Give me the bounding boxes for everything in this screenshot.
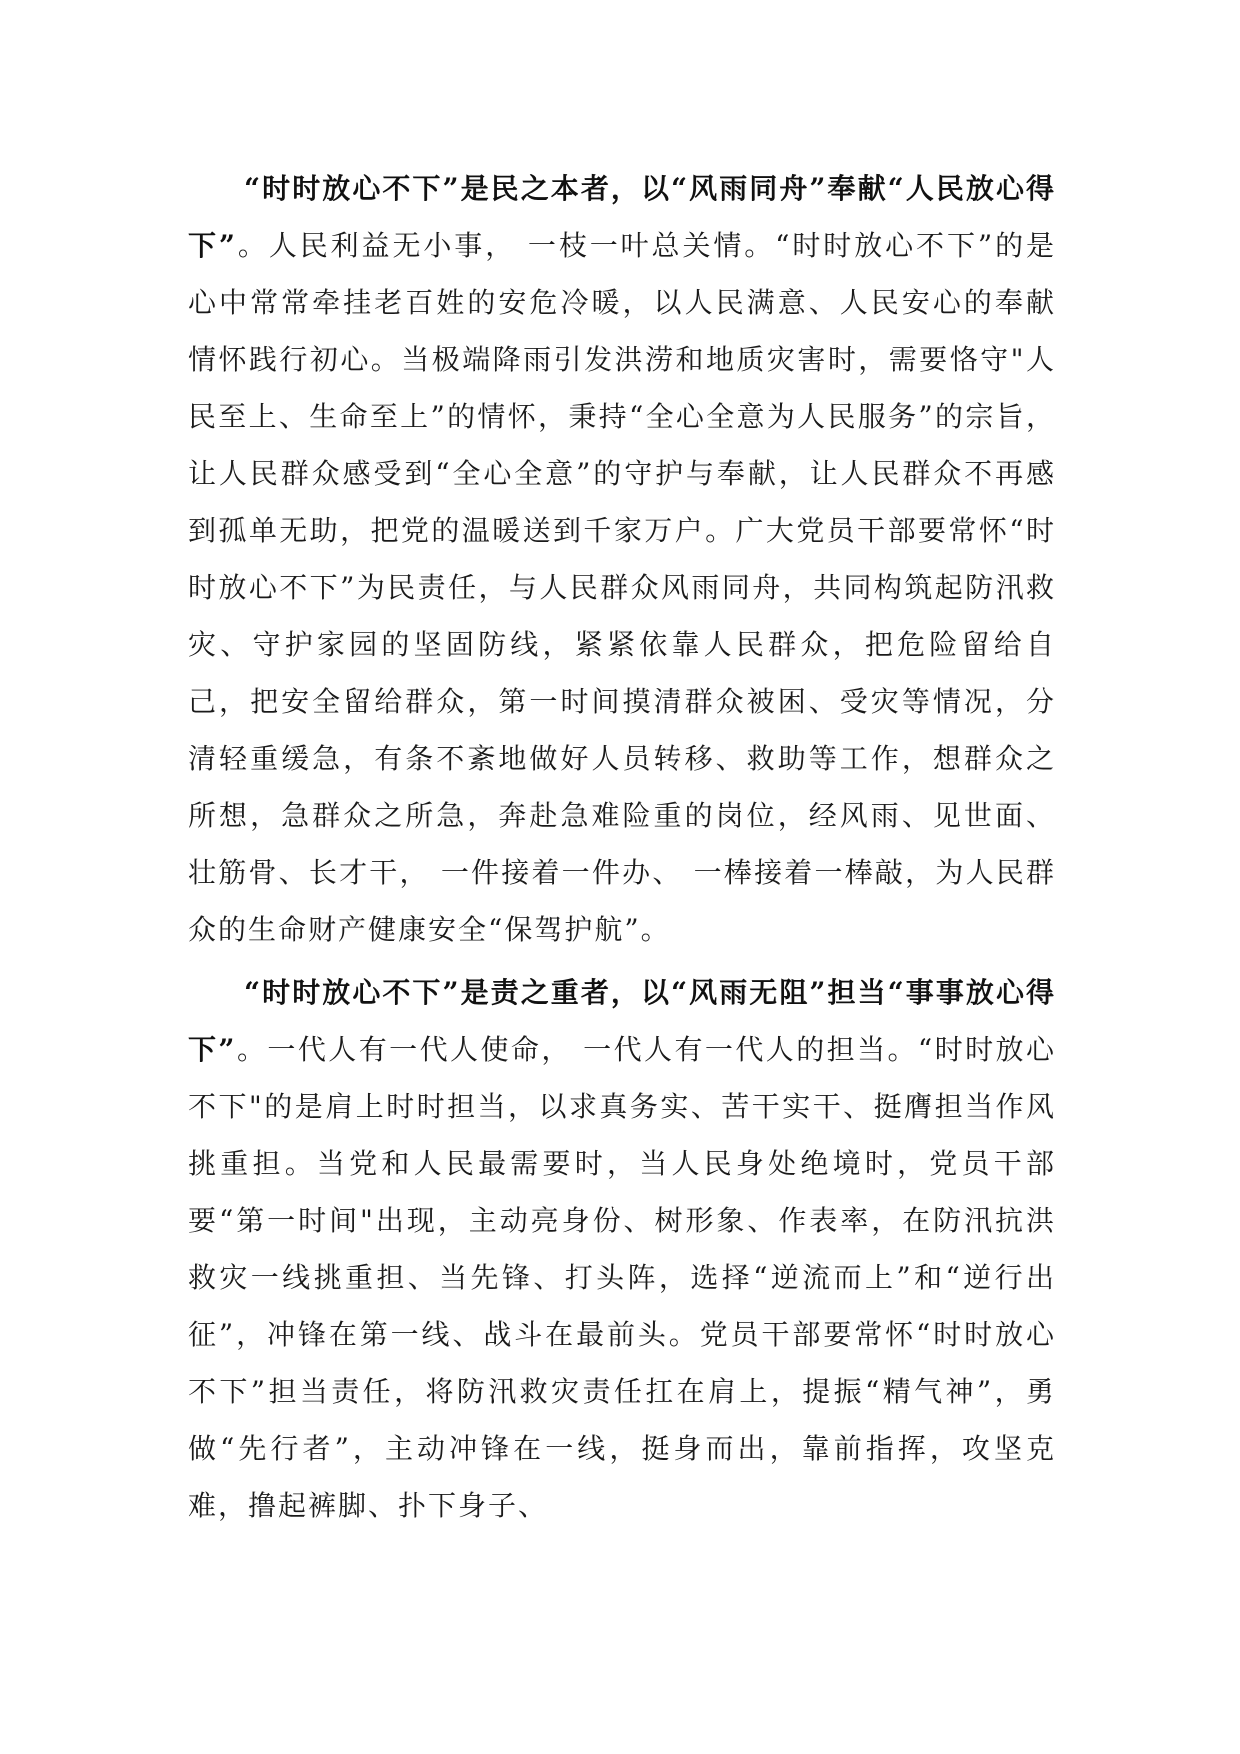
paragraph-2	[188, 964, 1056, 1534]
paragraph-2-body: 。一代人有一代人使命， 一代人有一代人的担当。“时时放心不下"的是肩上时时担当，以求真务实、苦干实干、挺膺担当作风挑重担。当党和人民最需要时，当人民身处绝境时，党员干部要“第一时间"出现，主动亮身份、树形象、作表率，在防汛抗洪救灾一线挑重担、当先锋、打头阵，选择“逆流而上”和“逆行出征”，冲锋在第一线、战斗在最前头。党员干部要常怀“时时放心不下”担当责任，将防汛救灾责任扛在肩上，提振“精气神”，勇做“先行者”，主动冲锋在一线，挺身而出，靠前指挥，攻坚克难，撸起裤脚、扑下身子、	[188, 1033, 1056, 1522]
paragraph-2-lead: “时时放心不下”是责之重者，以“风雨无阻”担当“事事放心得下”	[188, 976, 1056, 1066]
document-body	[188, 160, 1056, 1534]
paragraph-1-lead: “时时放心不下”是民之本者，以“风雨同舟”奉献“人民放心得下”	[188, 172, 1056, 262]
paragraph-1-body: 。人民利益无小事， 一枝一叶总关情。“时时放心不下”的是心中常常牵挂老百姓的安危冷暖，以人民满意、人民安心的奉献情怀践行初心。当极端降雨引发洪涝和地质灾害时，需要恪守"人民至上、生命至上”的情怀，秉持“全心全意为人民服务”的宗旨，让人民群众感受到“全心全意”的守护与奉献，让人民群众不再感到孤单无助，把党的温暖送到千家万户。广大党员干部要常怀“时时放心不下”为民责任，与人民群众风雨同舟，共同构筑起防汛救灾、守护家园的坚固防线，紧紧依靠人民群众，把危险留给自己，把安全留给群众，第一时间摸清群众被困、受灾等情况，分清轻重缓急，有条不紊地做好人员转移、救助等工作，想群众之所想，急群众之所急，奔赴急难险重的岗位，经风雨、见世面、壮筋骨、长才干， 一件接着一件办、 一棒接着一棒敲，为人民群众的生命财产健康安全“保驾护航”。	[188, 229, 1056, 946]
paragraph-1	[188, 160, 1056, 958]
